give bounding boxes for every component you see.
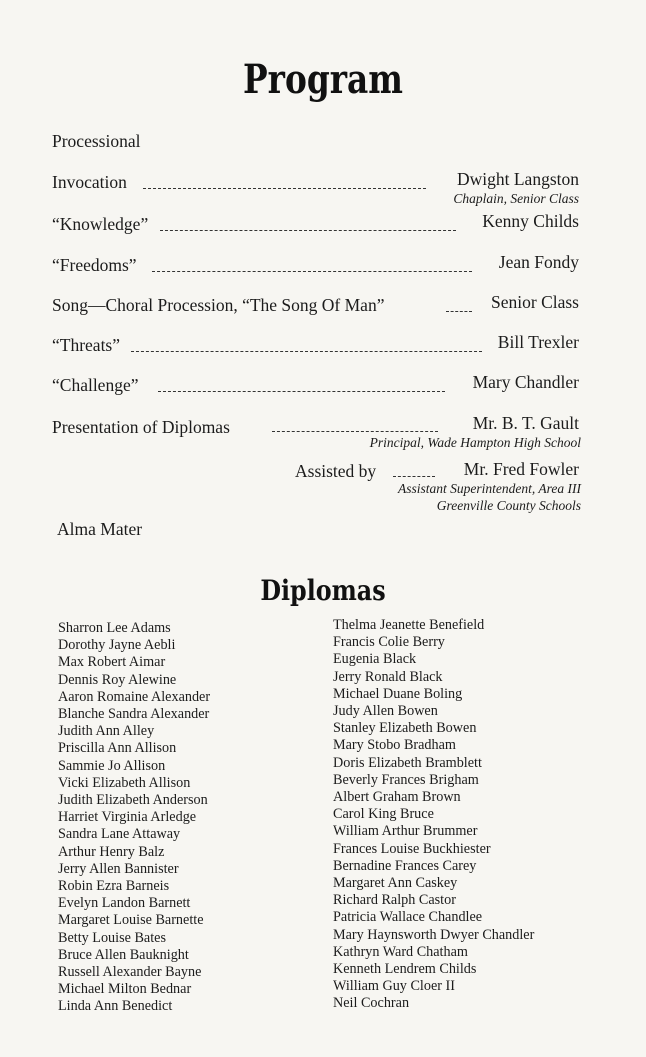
challenge-leader (158, 391, 445, 392)
challenge-item: “Challenge” (52, 375, 139, 395)
graduate-name: Jerry Allen Bannister (58, 860, 179, 877)
graduate-name: Jerry Ronald Black (333, 668, 443, 685)
knowledge-item: “Knowledge” (52, 214, 149, 234)
graduate-name: Stanley Elizabeth Bowen (333, 720, 477, 737)
graduate-name: Carol King Bruce (333, 806, 434, 823)
graduate-name: Bernadine Frances Carey (333, 857, 477, 874)
graduate-name: Neil Cochran (333, 995, 410, 1012)
graduate-name: Dorothy Jayne Aebli (58, 637, 176, 654)
graduate-name: Judy Allen Bowen (333, 703, 438, 720)
graduate-name: Linda Ann Benedict (58, 998, 173, 1015)
graduate-name: Kenneth Lendrem Childs (333, 961, 477, 978)
graduate-name: Bruce Allen Bauknight (58, 946, 189, 963)
presentation-item: Presentation of Diplomas (52, 417, 230, 437)
graduate-name: Dennis Roy Alewine (58, 671, 177, 688)
invocation-leader (143, 188, 426, 189)
knowledge-leader (160, 230, 456, 231)
invocation-performer: Dwight Langston (456, 169, 579, 189)
freedoms-leader (152, 271, 472, 272)
graduate-name: Judith Ann Alley (58, 723, 155, 740)
processional-item: Processional (52, 131, 141, 151)
graduate-name: Richard Ralph Castor (333, 892, 456, 909)
graduate-name: Sammie Jo Allison (58, 757, 166, 774)
graduate-name: Francis Colie Berry (333, 634, 445, 651)
graduate-name: Thelma Jeanette Benefield (333, 617, 485, 633)
graduate-name: Judith Elizabeth Anderson (58, 792, 208, 809)
diplomas-list-right (333, 617, 534, 1013)
program-title: Program (242, 56, 404, 103)
assisted-item: Assisted by (295, 461, 377, 481)
graduate-name: Michael Duane Boling (333, 685, 463, 702)
graduate-name: Doris Elizabeth Bramblett (333, 754, 482, 771)
diplomas-list-left (58, 620, 210, 1016)
freedoms-performer: Jean Fondy (498, 252, 579, 272)
graduate-name: Mary Haynsworth Dwyer Chandler (333, 926, 535, 943)
graduate-name: William Guy Cloer II (333, 978, 455, 995)
graduate-name: Patricia Wallace Chandlee (333, 909, 483, 926)
graduate-name: Arthur Henry Balz (58, 843, 165, 860)
song-leader (446, 311, 472, 312)
threats-leader (131, 351, 482, 352)
graduate-name: Michael Milton Bednar (58, 981, 192, 998)
graduate-name: Betty Louise Bates (58, 929, 166, 946)
challenge-performer: Mary Chandler (472, 372, 579, 392)
graduate-name: Kathryn Ward Chatham (333, 943, 468, 960)
graduate-name: Russell Alexander Bayne (58, 964, 202, 981)
graduate-name: Margaret Louise Barnette (58, 912, 204, 929)
diplomas-title: Diplomas (260, 574, 386, 607)
threats-performer: Bill Trexler (497, 332, 579, 352)
alma-mater-item: Alma Mater (57, 519, 143, 539)
assisted-performer: Mr. Fred Fowler (463, 459, 579, 479)
graduate-name: Blanche Sandra Alexander (58, 706, 210, 723)
graduate-name: Priscilla Ann Allison (58, 740, 177, 757)
graduate-name: Evelyn Landon Barnett (58, 895, 191, 912)
graduate-name: Sandra Lane Attaway (58, 826, 181, 843)
presentation-leader (272, 431, 438, 432)
invocation-role: Chaplain, Senior Class (453, 191, 579, 206)
graduate-name: Robin Ezra Barneis (58, 878, 170, 895)
graduate-name: Harriet Virginia Arledge (58, 809, 197, 826)
graduate-name: Eugenia Black (333, 651, 417, 668)
song-performer: Senior Class (491, 292, 579, 312)
threats-item: “Threats” (52, 335, 121, 355)
graduate-name: William Arthur Brummer (333, 823, 478, 840)
song-item: Song—Choral Procession, “The Song Of Man” (52, 295, 385, 315)
invocation-item: Invocation (52, 172, 127, 192)
graduate-name: Sharron Lee Adams (58, 620, 171, 636)
assisted-role-line1: Assistant Superintendent, Area III (398, 481, 581, 496)
graduate-name: Mary Stobo Bradham (333, 737, 456, 754)
graduate-name: Frances Louise Buckhiester (333, 840, 491, 857)
knowledge-performer: Kenny Childs (482, 211, 579, 231)
freedoms-item: “Freedoms” (52, 255, 137, 275)
presentation-performer: Mr. B. T. Gault (472, 413, 579, 433)
assisted-leader (393, 476, 435, 477)
presentation-role: Principal, Wade Hampton High School (369, 435, 581, 450)
assisted-role-line2: Greenville County Schools (436, 498, 581, 513)
graduate-name: Albert Graham Brown (333, 789, 461, 806)
graduate-name: Max Robert Aimar (58, 654, 166, 671)
graduate-name: Beverly Frances Brigham (333, 771, 479, 788)
graduate-name: Aaron Romaine Alexander (58, 688, 211, 705)
graduate-name: Margaret Ann Caskey (333, 875, 458, 892)
graduate-name: Vicki Elizabeth Allison (58, 774, 191, 791)
